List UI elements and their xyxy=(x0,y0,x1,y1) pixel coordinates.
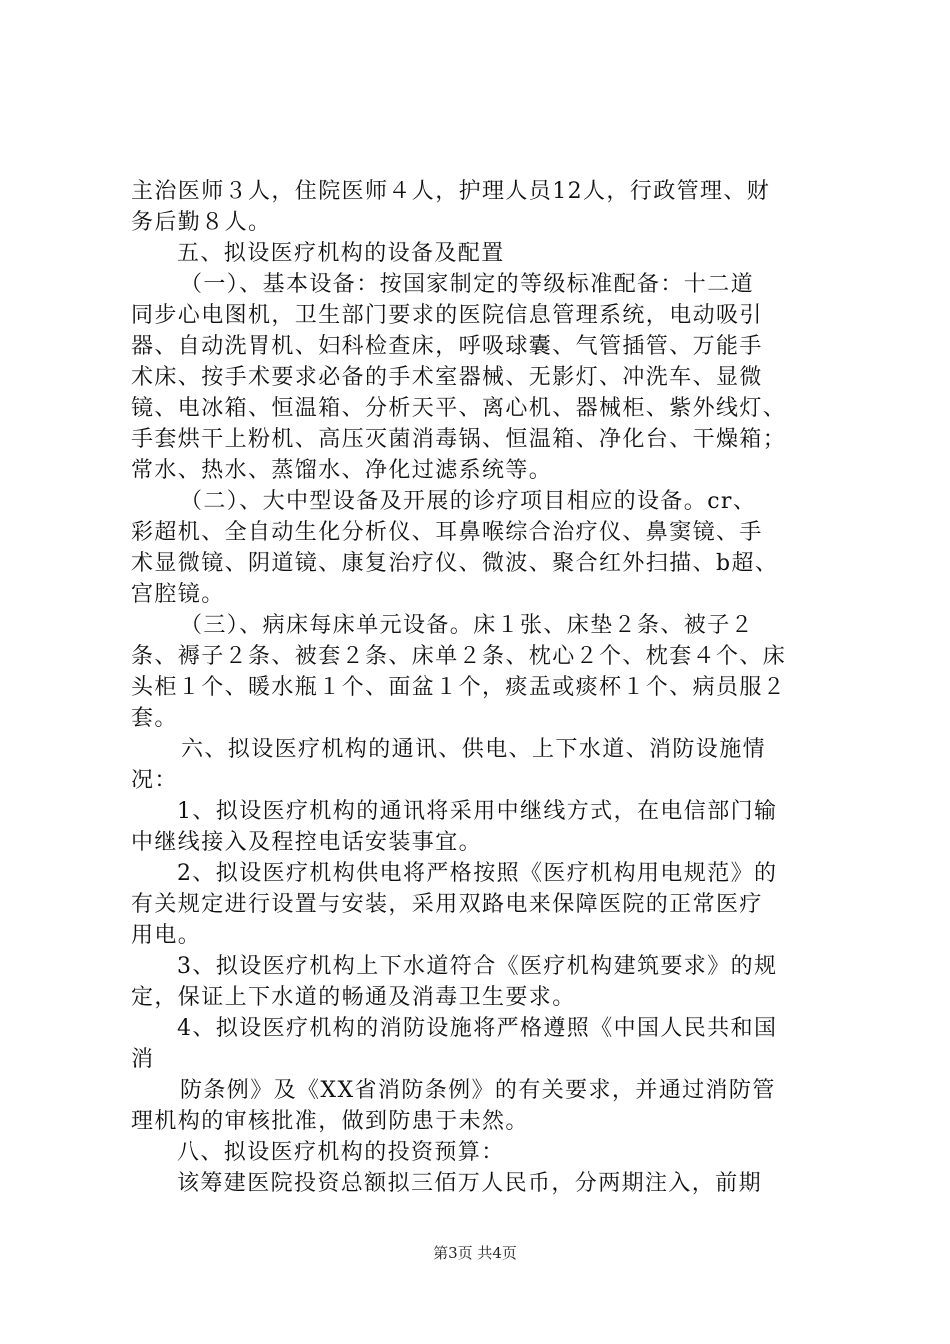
section-heading: 八、拟设医疗机构的投资预算： xyxy=(177,1140,505,1165)
body-line: 术床、按手术要求必备的手术室器械、无影灯、冲洗车、显微 xyxy=(131,365,763,390)
body-line: 头柜１个、暖水瓶１个、面盆１个，痰盂或痰杯１个、病员服２ xyxy=(131,675,787,700)
body-line: 该筹建医院投资总额拟三佰万人民币，分两期注入，前期 xyxy=(177,1171,763,1196)
body-line: 彩超机、全自动生化分析仪、耳鼻喉综合治疗仪、鼻窦镜、手 xyxy=(131,520,763,545)
body-line: （三）、病床每床单元设备。床１张、床垫２条、被子２ xyxy=(180,613,755,638)
body-line: 宫腔镜。 xyxy=(131,582,225,607)
section-heading: 况： xyxy=(131,768,178,793)
body-line: 4、拟设医疗机构的消防设施将严格遵照《中国人民共和国 xyxy=(177,1016,778,1041)
body-line: 理机构的审核批准，做到防患于未然。 xyxy=(131,1109,529,1134)
body-line: 常水、热水、蒸馏水、净化过滤系统等。 xyxy=(131,458,553,483)
body-line: 中继线接入及程控电话安装事宜。 xyxy=(131,830,483,855)
body-line: 务后勤８人。 xyxy=(131,210,272,235)
body-line: 镜、电冰箱、恒温箱、分析天平、离心机、器械柜、紫外线灯、 xyxy=(131,396,787,421)
body-line: 3、拟设医疗机构上下水道符合《医疗机构建筑要求》的规 xyxy=(177,954,778,979)
section-heading: 六、拟设医疗机构的通讯、供电、上下水道、消防设施情 xyxy=(181,737,767,762)
body-line: 同步心电图机，卫生部门要求的医院信息管理系统，电动吸引 xyxy=(131,303,763,328)
body-line: 术显微镜、阴道镜、康复治疗仪、微波、聚合红外扫描、b超、 xyxy=(131,551,779,576)
section-heading: 五、拟设医疗机构的设备及配置 xyxy=(177,241,505,266)
body-line: 主治医师３人，住院医师４人，护理人员12人，行政管理、财 xyxy=(131,179,771,204)
body-line: 2、拟设医疗机构供电将严格按照《医疗机构用电规范》的 xyxy=(177,861,778,886)
body-line: 定，保证上下水道的畅通及消毒卫生要求。 xyxy=(131,985,576,1010)
body-line: 套。 xyxy=(131,706,178,731)
body-line: 消 xyxy=(131,1047,155,1072)
body-line: 器、自动洗胃机、妇科检查床，呼吸球囊、气管插管、万能手 xyxy=(131,334,763,359)
body-line: 条、褥子２条、被套２条、床单２条、枕心２个、枕套４个、床 xyxy=(131,644,787,669)
body-line: 手套烘干上粉机、高压灭菌消毒锅、恒温箱、净化台、干燥箱； xyxy=(131,427,787,452)
body-line: 1、拟设医疗机构的通讯将采用中继线方式，在电信部门输 xyxy=(177,799,778,824)
body-line: （二）、大中型设备及开展的诊疗项目相应的设备。cr、 xyxy=(180,489,757,514)
body-line: 用电。 xyxy=(131,923,202,948)
body-line: 防条例》及《XX省消防条例》的有关要求，并通过消防管 xyxy=(180,1078,776,1103)
body-line: 有关规定进行设置与安装，采用双路电来保障医院的正常医疗 xyxy=(131,892,763,917)
body-line: （一）、基本设备：按国家制定的等级标准配备：十二道 xyxy=(180,272,755,297)
page-number-footer: 第3页 共4页 xyxy=(433,1244,517,1262)
